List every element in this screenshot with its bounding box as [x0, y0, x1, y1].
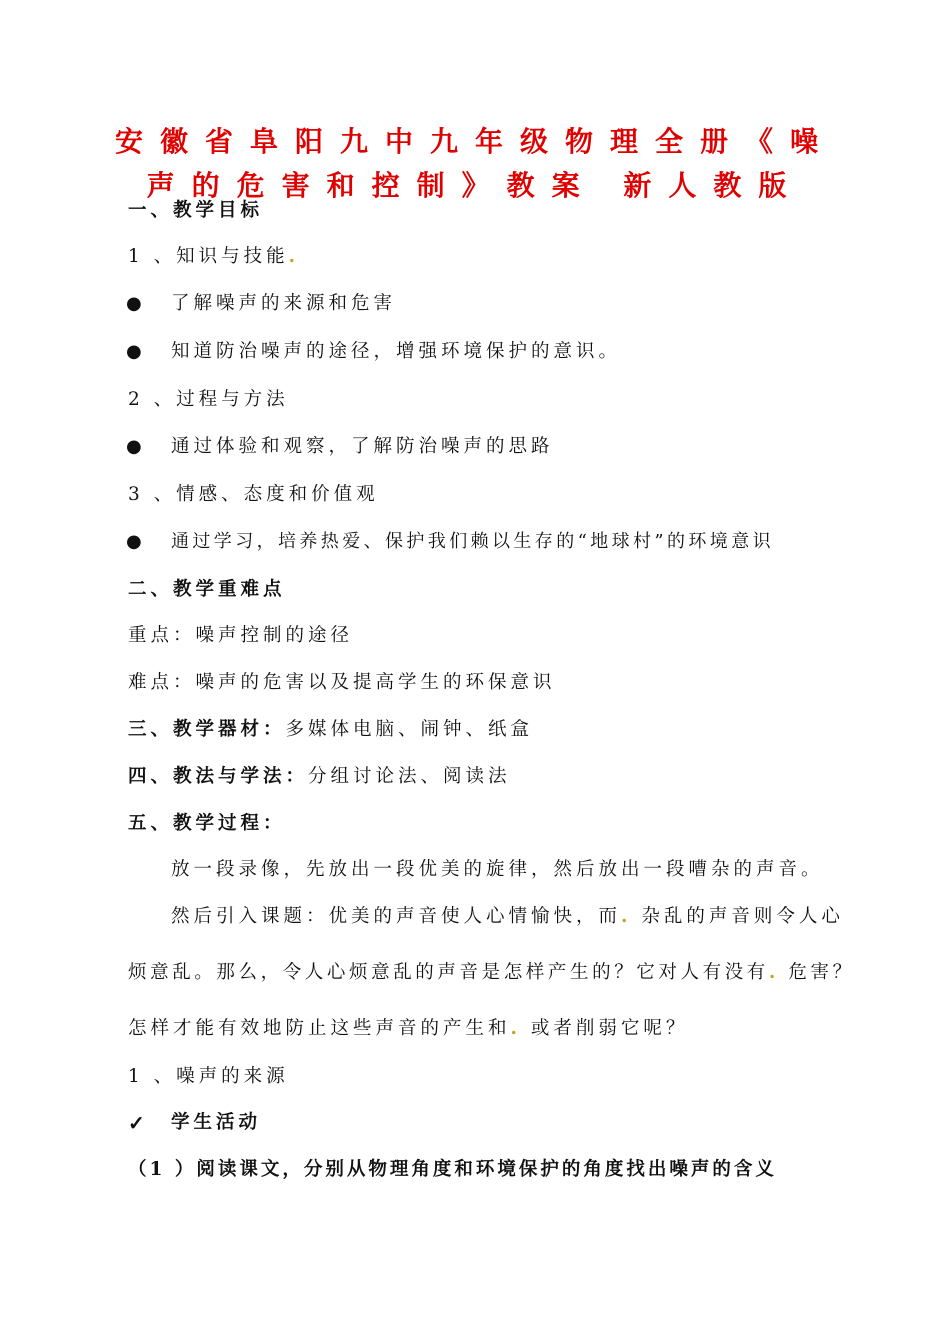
paragraph-text: 杂乱的声音则令人心: [631, 906, 844, 927]
accent-dot: .: [288, 246, 300, 267]
paragraph: [171, 904, 844, 930]
paragraph-text: 或者削弱它呢？: [520, 1018, 689, 1039]
section-heading-equipment: 三、教学器材：: [128, 719, 286, 740]
paragraph: 放一段录像，先放出一段优美的旋律，然后放出一段嘈杂的声音。: [171, 859, 824, 880]
bullet-item: 通过体验和观察，了解防治噪声的思路: [171, 436, 554, 457]
difficult-point: 难点：噪声的危害以及提高学生的环保意识: [128, 672, 556, 693]
check-icon: ✓: [128, 1111, 145, 1135]
document-title: [110, 120, 840, 208]
paragraph-text: 危害？: [778, 962, 855, 983]
accent-dot: .: [510, 1018, 521, 1039]
section-heading-objectives: 一、教学目标: [128, 200, 264, 221]
bullet-dot-icon: ●: [126, 293, 142, 314]
item-process-methods: 2 、过程与方法: [128, 389, 289, 410]
section-heading-key-points: 二、教学重难点: [128, 579, 286, 600]
paragraph: [128, 960, 855, 986]
section-equipment: [128, 717, 533, 743]
student-activity-label: 学生活动: [171, 1112, 262, 1133]
equipment-text: 多媒体电脑、闹钟、纸盒: [285, 719, 534, 740]
item-knowledge-skills: [128, 244, 299, 270]
paragraph-text: 然后引入课题：优美的声音使人心情愉快，而: [171, 906, 622, 927]
bullet-item: 知道防治噪声的途径，增强环境保护的意识。: [171, 341, 622, 362]
accent-dot: .: [768, 962, 779, 983]
sub-item-noise-source: 1 、噪声的来源: [128, 1066, 289, 1087]
paragraph-text: 烦意乱。那么，令人心烦意乱的声音是怎样产生的？它对人有没有: [128, 962, 769, 983]
bullet-item: 通过学习，培养热爱、保护我们赖以生存的“地球村”的环境意识: [171, 531, 775, 552]
methods-text: 分组讨论法、阅读法: [308, 766, 511, 787]
section-methods: [128, 764, 511, 790]
section-heading-process: 五、教学过程：: [128, 813, 286, 834]
bullet-dot-icon: ●: [126, 531, 142, 552]
paragraph: [128, 1016, 688, 1042]
title-line-2: 声的危害和控制》教案 新人教版: [146, 169, 804, 202]
title-line-1: 安徽省阜阳九中九年级物理全册《噪: [114, 125, 835, 158]
activity-item: （1 ）阅读课文，分别从物理角度和环境保护的角度找出噪声的含义: [128, 1159, 777, 1180]
item-knowledge-skills-label: 1 、知识与技能: [128, 246, 289, 267]
section-heading-methods: 四、教法与学法：: [128, 766, 309, 787]
accent-dot: .: [621, 906, 632, 927]
item-emotion-values: 3 、情感、态度和价值观: [128, 484, 379, 505]
bullet-item: 了解噪声的来源和危害: [171, 293, 397, 314]
bullet-dot-icon: ●: [126, 436, 142, 457]
bullet-dot-icon: ●: [126, 341, 142, 362]
key-point: 重点：噪声控制的途径: [128, 625, 354, 646]
paragraph-text: 怎样才能有效地防止这些声音的产生和: [128, 1018, 511, 1039]
